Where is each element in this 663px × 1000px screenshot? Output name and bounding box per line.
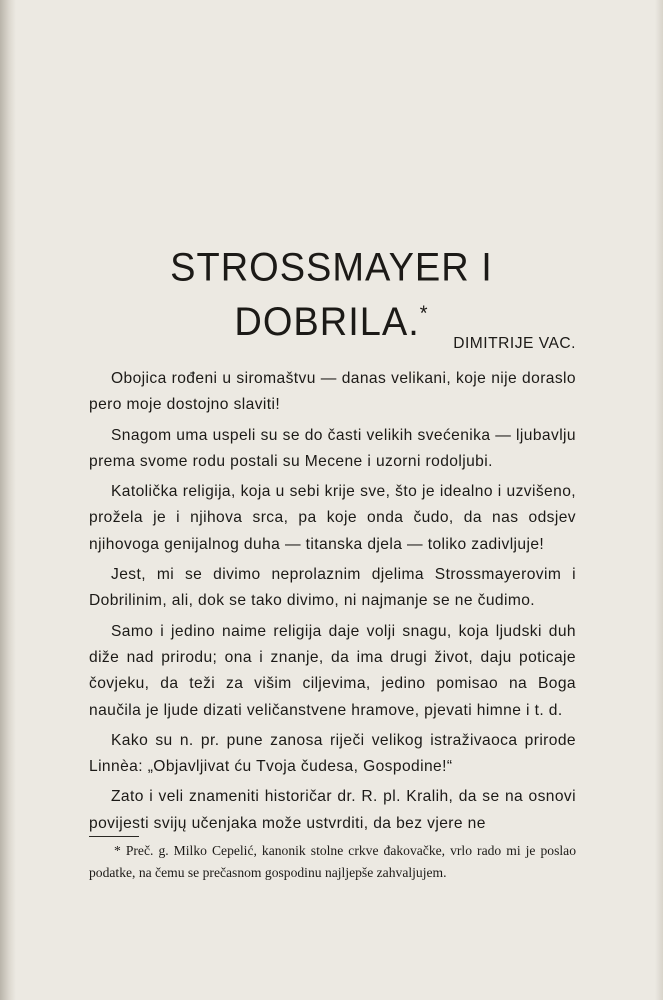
- page-edge: [655, 0, 663, 1000]
- paragraph: Samo i jedino naime religija daje volji snagu, koja ljudski duh diže nad prirodu; ona i znanje, da ima drugi život, daju poticaje čovjeku, da teži za višim ciljevima, jedino pomisao na Boga naučila je ljude dizati veličanstvene hramove, pjevati himne i t. d.: [89, 622, 576, 719]
- paragraph: Zato i veli znameniti historičar dr. R. pl. Kralih, da se na osnovi povijesti svijų učenjaka može ustvrditi, da bez vjere ne: [89, 788, 576, 832]
- paragraph: Katolička religija, koja u sebi krije sve, što je idealno i uzvišeno, prožela je i njihova srca, pa koje onda čudo, da nas odsjev njihovoga genijalnog duha — titanska djela — toliko zadivljuje!: [89, 483, 576, 553]
- paragraph: Snagom uma uspeli su se do časti velikih svećenika — ljubavlju prema svome rodu postali su Mecene i uzorni rodoljubi.: [89, 426, 576, 470]
- article-title: [70, 245, 593, 346]
- footnote: [89, 840, 576, 884]
- title-text: STROSSMAYER I DOBRILA.: [170, 245, 493, 345]
- article-body: [89, 366, 576, 841]
- article-author: DIMITRIJE VAC.: [453, 335, 576, 352]
- footnote-text: * Preč. g. Milko Cepelić, kanonik stolne crkve đakovačke, vrlo rado mi je poslao podatke, na čemu se prečasnom gospodinu najljepše zahvaljujem.: [89, 843, 576, 880]
- paragraph: Obojica rođeni u siromaštvu — danas velikani, koje nije doraslo pero moje dostojno slaviti!: [89, 370, 576, 414]
- paragraph: Kako su n. pr. pune zanosa riječi velikog istraživaoca prirode Linnèa: „Objavljivat ću Tvoja čudesa, Gospodine!“: [89, 731, 576, 776]
- paragraph: Jest, mi se divimo neprolaznim djelima Strossmayerovim i Dobrilinim, ali, dok se tako divimo, ni najmanje se ne čudimo.: [89, 566, 576, 610]
- footnote-divider: [89, 836, 139, 837]
- page-binding-shadow: [0, 0, 16, 1000]
- title-footnote-mark: *: [419, 302, 429, 326]
